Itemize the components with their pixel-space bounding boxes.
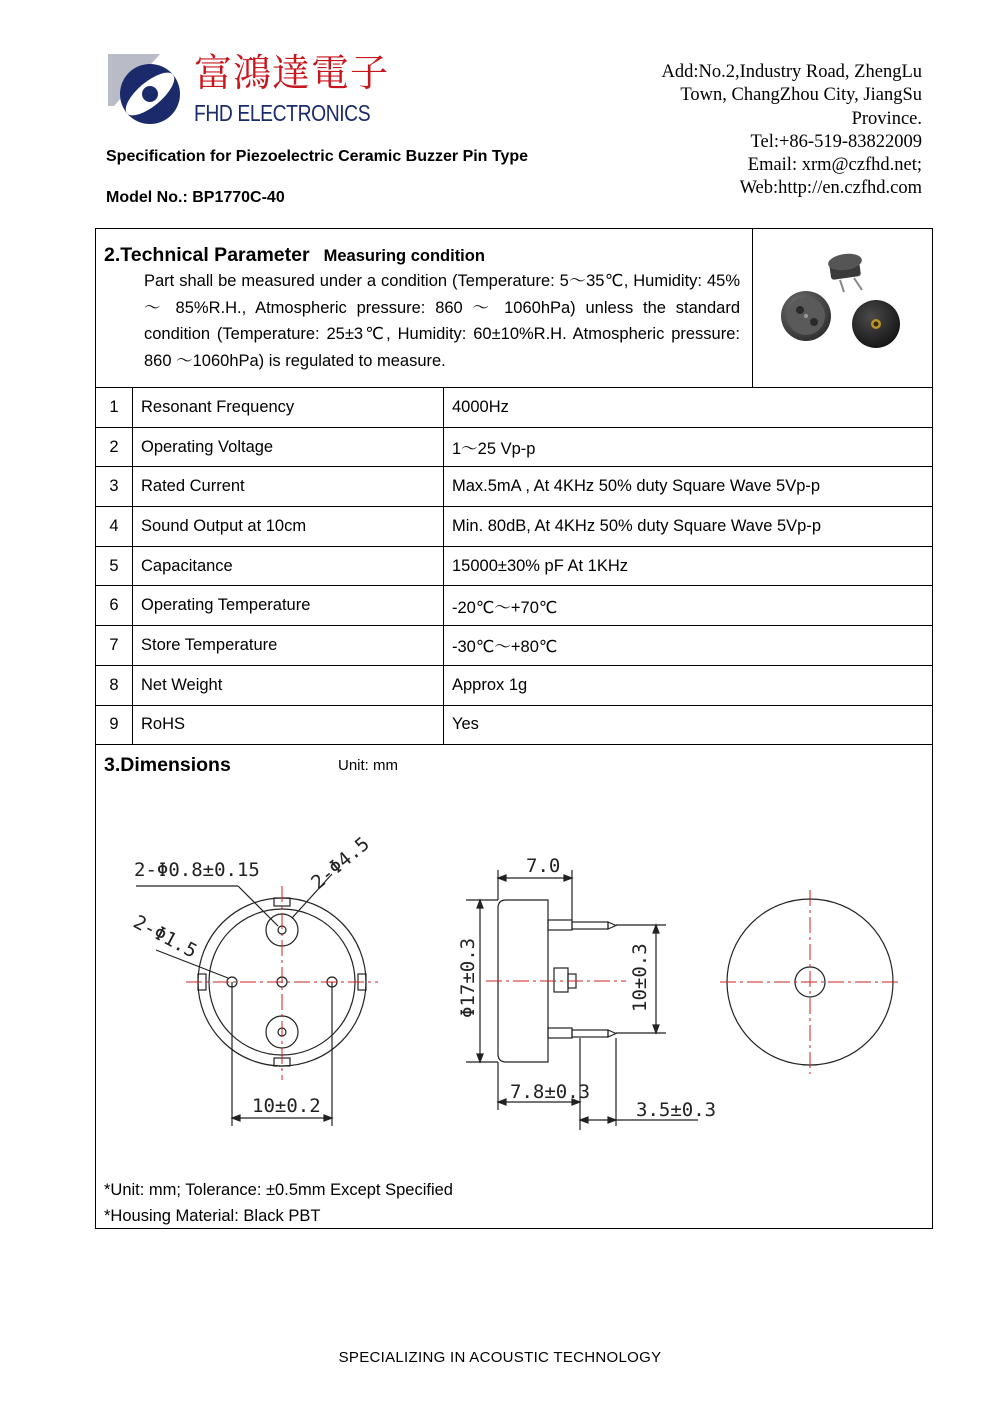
- parameter-value: 15000±30% pF At 1KHz: [444, 546, 933, 586]
- parameter-name: Rated Current: [133, 467, 444, 507]
- dim-label-diameter: Φ17±0.3: [457, 937, 479, 1018]
- measuring-condition-label: Measuring condition: [323, 247, 485, 265]
- footer-slogan: SPECIALIZING IN ACOUSTIC TECHNOLOGY: [338, 1349, 662, 1366]
- row-number: 3: [96, 467, 133, 507]
- dim-label-hole-small: 2-Φ0.8±0.15: [134, 859, 260, 881]
- parameter-value: Yes: [444, 705, 933, 745]
- dim-label-height: 7.0: [526, 855, 561, 877]
- web-line: Web:http://en.czfhd.com: [739, 178, 922, 199]
- row-number: 5: [96, 546, 133, 586]
- dimensions-unit: Unit: mm: [338, 757, 398, 774]
- housing-material-note: *Housing Material: Black PBT: [104, 1207, 321, 1225]
- parameter-value: -30℃～+80℃: [444, 626, 933, 666]
- bottom-view: [136, 874, 366, 1126]
- parameter-name: Operating Temperature: [133, 586, 444, 626]
- technical-heading: [104, 244, 485, 267]
- parameter-name: Net Weight: [133, 665, 444, 705]
- row-number: 7: [96, 626, 133, 666]
- dim-label-pin-length: 3.5±0.3: [636, 1099, 717, 1121]
- row-number: 6: [96, 586, 133, 626]
- table-row: [96, 705, 933, 745]
- parameter-name: Store Temperature: [133, 626, 444, 666]
- measuring-condition-text: Part shall be measured under a condition (Temperature: 5～35℃, Humidity: 45% ～ 85%R.H., Atmospheric pressure: 860 ～ 1060hPa) unless the standard condition (Temperature: 25±3℃, Humidity: 60±10%R.H. Atmospheric pressure: 860 ～1060hPa) is regulated to measure.: [144, 272, 740, 370]
- address-line: Province.: [851, 108, 922, 129]
- table-row: [96, 467, 933, 507]
- fhd-logo-mark: [104, 50, 188, 132]
- row-number: 8: [96, 665, 133, 705]
- parameter-name: Sound Output at 10cm: [133, 507, 444, 547]
- parameter-value: 1～25 Vp-p: [444, 427, 933, 467]
- technical-title: 2.Technical Parameter: [104, 244, 310, 266]
- parameter-value: Approx 1g: [444, 665, 933, 705]
- dimension-drawing: [96, 790, 926, 1150]
- table-row: [96, 507, 933, 547]
- table-row: [96, 626, 933, 666]
- table-row: [96, 546, 933, 586]
- dim-label-body-height: 7.8±0.3: [510, 1081, 591, 1103]
- parameter-name: Resonant Frequency: [133, 388, 444, 428]
- address-line: Add:No.2,Industry Road, ZhengLu: [661, 62, 922, 82]
- model-number: Model No.: BP1770C-40: [106, 189, 285, 206]
- parameter-name: Operating Voltage: [133, 427, 444, 467]
- dim-label-pin-pitch: 10±0.3: [629, 943, 651, 1012]
- table-row: [96, 586, 933, 626]
- company-logo: [104, 50, 390, 132]
- parameter-name: RoHS: [133, 705, 444, 745]
- row-number: 1: [96, 388, 133, 428]
- logo-english-text: FHD ELECTRONICS: [194, 100, 371, 126]
- address-line: Town, ChangZhou City, JiangSu: [680, 85, 922, 106]
- dim-label-pin-spacing: 10±0.2: [252, 1095, 321, 1117]
- dim-label-hole-mid: 2-Φ1.5: [129, 910, 201, 963]
- parameter-table: [95, 387, 933, 745]
- table-row: [96, 665, 933, 705]
- row-number: 9: [96, 705, 133, 745]
- email-line: Email: xrm@czfhd.net;: [747, 155, 922, 176]
- table-row: [96, 388, 933, 428]
- table-row: [96, 427, 933, 467]
- product-photo: [770, 240, 920, 375]
- parameter-value: -20℃～+70℃: [444, 586, 933, 626]
- photo-divider: [752, 229, 753, 387]
- parameter-name: Capacitance: [133, 546, 444, 586]
- parameter-value: Max.5mA , At 4KHz 50% duty Square Wave 5Vp-p: [444, 467, 933, 507]
- logo-chinese-text: 富鴻達電子: [194, 51, 390, 95]
- dimensions-title: 3.Dimensions: [104, 754, 231, 776]
- parameter-value: Min. 80dB, At 4KHz 50% duty Square Wave 5Vp-p: [444, 507, 933, 547]
- phone-line: Tel:+86-519-83822009: [750, 131, 922, 152]
- row-number: 4: [96, 507, 133, 547]
- tolerance-note: *Unit: mm; Tolerance: ±0.5mm Except Specified: [104, 1181, 453, 1199]
- spec-title: Specification for Piezoelectric Ceramic Buzzer Pin Type: [106, 148, 529, 165]
- dim-label-hole-large: 2-Φ4.5: [307, 832, 374, 894]
- company-address: [592, 61, 922, 201]
- parameter-value: 4000Hz: [444, 388, 933, 428]
- row-number: 2: [96, 427, 133, 467]
